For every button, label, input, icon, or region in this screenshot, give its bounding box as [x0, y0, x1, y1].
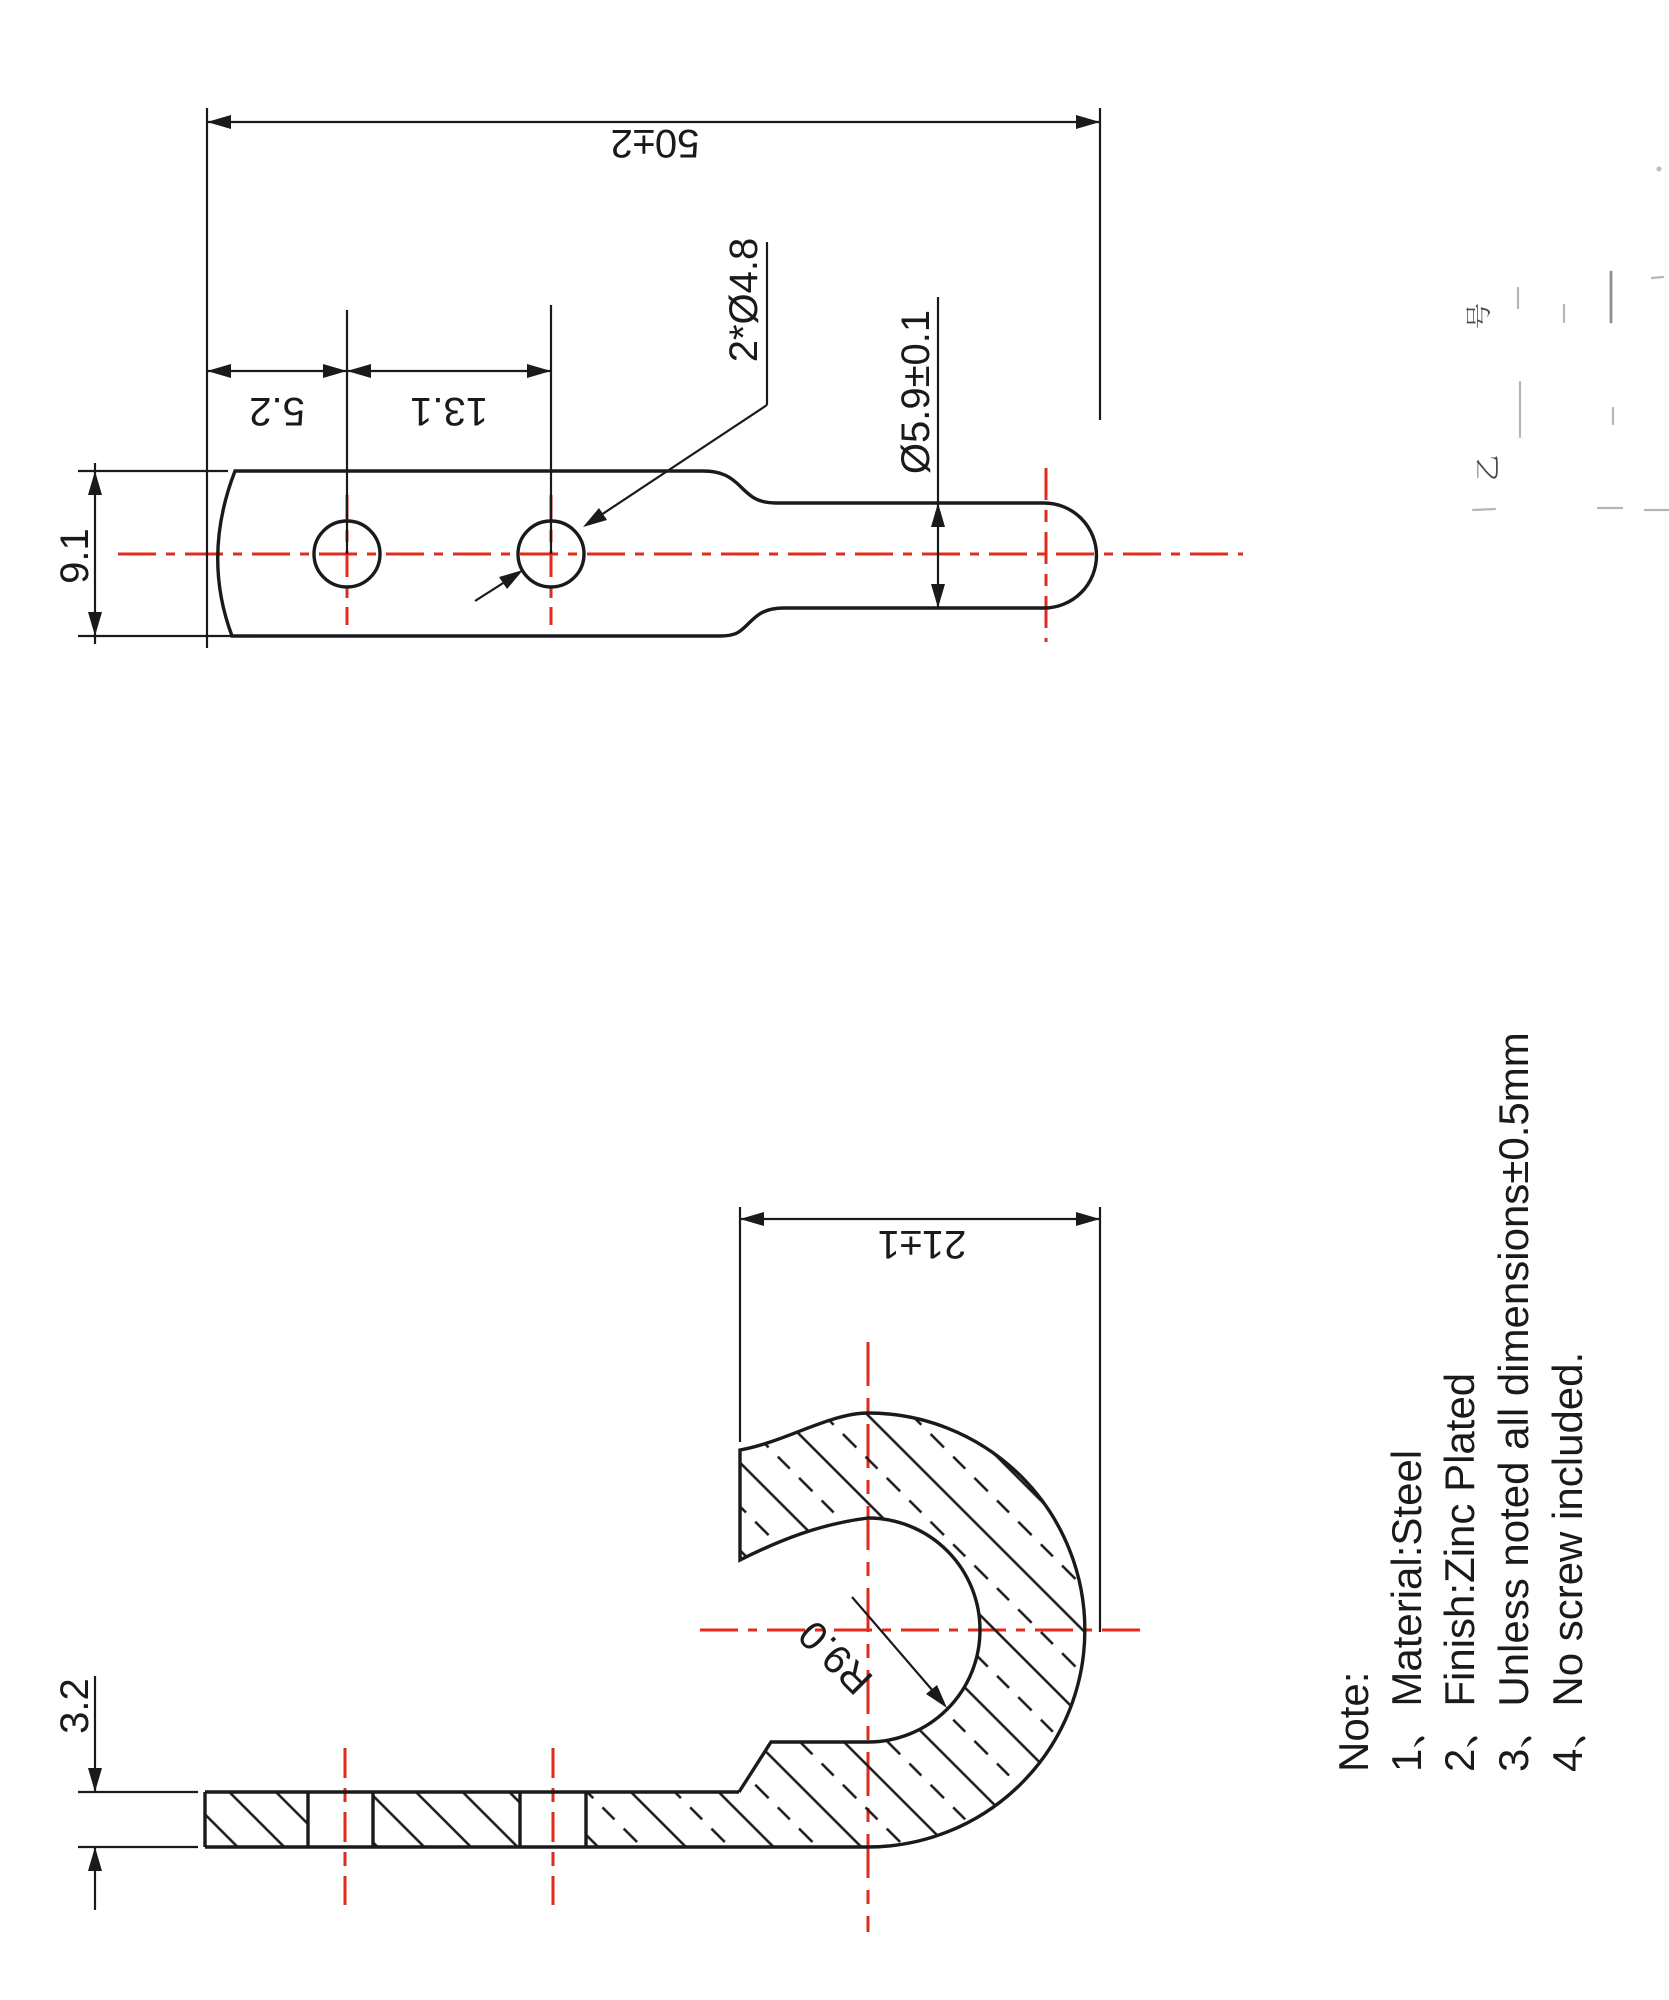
notes-block	[1330, 1032, 1591, 1772]
side-view	[53, 1207, 1148, 1932]
arrowhead	[1076, 115, 1100, 129]
note-item-3: 3、Unless noted all dimensions±0.5mm	[1490, 1032, 1537, 1772]
arrowhead	[931, 503, 945, 527]
ghost-dot	[1657, 167, 1662, 172]
ghost-marks	[1464, 167, 1668, 511]
arrowhead	[88, 1768, 102, 1792]
arrowhead	[207, 364, 231, 378]
dim-hook-width: 21±1	[877, 1222, 967, 1266]
dim-holes-callout: 2*Ø4.8	[722, 237, 766, 363]
arrowhead	[88, 1847, 102, 1871]
ghost-glyph-bottom: 乙	[1473, 454, 1503, 482]
holes-leader-diagonal	[601, 405, 767, 515]
arrowhead	[740, 1212, 764, 1226]
top-view	[53, 108, 1243, 648]
hatch-strip-segment-2	[373, 1792, 520, 1847]
dim-plate-width: 9.1	[53, 528, 97, 584]
arrowhead	[583, 508, 607, 527]
note-item-2: 2、Finish:Zinc Plated	[1436, 1372, 1483, 1772]
note-item-1: 1、Material:Steel	[1383, 1449, 1430, 1772]
dim-plate-thickness: 3.2	[53, 1678, 97, 1734]
dim-overall-length: 50±2	[610, 121, 700, 165]
hatch-strip-segment-1	[205, 1792, 308, 1847]
arrowhead	[88, 612, 102, 636]
arrowhead	[926, 1685, 947, 1708]
dim-rod-diameter: Ø5.9±0.1	[894, 309, 938, 475]
arrowhead	[207, 115, 231, 129]
ghost-line	[1652, 277, 1663, 278]
arrowhead	[1076, 1212, 1100, 1226]
arrowhead	[527, 364, 551, 378]
dim-hole-spacing: 13.1	[410, 389, 488, 433]
arrowhead	[499, 570, 523, 589]
arrowhead	[931, 584, 945, 608]
dim-hole-edge-offset: 5.2	[249, 389, 305, 433]
ghost-line	[1473, 509, 1495, 510]
note-item-4: 4、No screw included.	[1544, 1351, 1591, 1772]
arrowhead	[347, 364, 371, 378]
arrowhead	[88, 471, 102, 495]
dim-inner-radius: R9.0	[790, 1611, 882, 1703]
notes-title: Note:	[1330, 1671, 1377, 1772]
ghost-glyph-top: 号	[1464, 302, 1494, 330]
arrowhead	[323, 364, 347, 378]
